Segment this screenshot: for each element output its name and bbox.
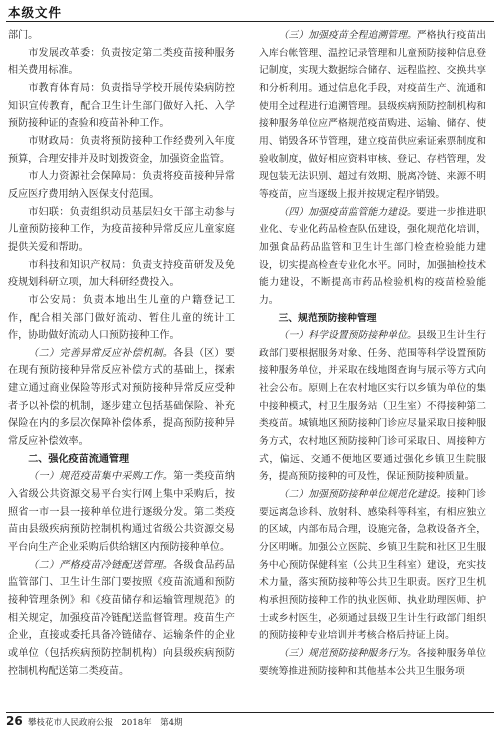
paragraph-body: 各级食品药品监管部门、卫生计生部门要按照《疫苗流通和预防接种管理条例》和《疫苗储存和运输管理规范》的相关规定，加强疫苗冷链配送监督管理。疫苗生产企业，直接或委托具备冷链储存、运输条件的企业或单位（包括疾病预防控制机构）向县级疾病预防控制机构配送第二类疫苗。 [8, 559, 236, 677]
paragraph-body: 县级卫生计生行政部门要根据服务对象、任务、范围等科学设置预防接种服务单位，并采取在线地图查询与展示等方式向社会公布。原则上在农村地区实行以乡镇为单位的集中接种模式，村卫生服务站（卫生室）不得接种第二类疫苗。城镇地区预防接种门诊应尽量采取日接种服务方式，农村地区预防接种门诊可采取日、周接种方式，偏远、交通不便地区要通过强化乡镇卫生院服务，提高预防接种的可及性，保证预防接种质量。 [259, 330, 487, 483]
paragraph: 市人力资源社会保障局：负责将疫苗接种异常反应医疗费用纳入医保支付范围。 [8, 171, 235, 200]
paragraph-body: 要进一步推进职业化、专业化药品检查队伍建设，强化规范化培训，加强食品药品监管和卫生计生部门检查检验能力建设，切实提高检查专业化水平。同时，加强抽检技术能力建设，不断提高市药品检验机构的疫苗检验能力。 [259, 206, 487, 306]
paragraph: 市教育体育局：负责指导学校开展传染病防控知识宣传教育，配合卫生计生部门做好入托、入学预防接种证的查验和疫苗补种工作。 [8, 82, 235, 130]
paragraph [259, 645, 486, 680]
page-number: 26 [6, 714, 23, 728]
paragraph-lead: （一）科学设置预防接种单位。 [278, 330, 417, 342]
paragraph [259, 204, 486, 310]
paragraph-lead: （三）规范预防接种服务行为。 [278, 647, 417, 659]
paragraph [8, 345, 235, 451]
right-column [259, 27, 486, 680]
paragraph-body: 第一类疫苗纳入省级公共资源交易平台实行网上集中采购后，按照省一市一县一接种单位进行逐级分发。第二类疫苗由县级疾病预防控制机构通过省级公共资源交易平台向生产企业采购后供给辖区内预防接种单位。 [8, 471, 236, 554]
paragraph: 市妇联：负责组织动员基层妇女干部主动参与儿童预防接种工作，为疫苗接种异常反应儿童家庭提供关爱和帮助。 [8, 206, 235, 253]
paragraph [8, 557, 235, 681]
paragraph: 市财政局：负责将预防接种工作经费列入年度预算，合理安排并及时划拨资金，加强资金监管。 [8, 135, 235, 165]
paragraph-body: 接种门诊要远离急诊科、放射科、感染科等科室，有相应独立的区域，内部布局合理，设施完备，急救设备齐全，分区明晰。加强公立医院、乡镇卫生院和社区卫生服务中心预防保健科室（公共卫生科室）建设，充实技术力量，落实预防接种等公共卫生职责。医疗卫生机构承担预防接种工作的执业医师、执业助理医师、护士或乡村医生，必须通过县级卫生计生行政部门组织的预防接种专业培训并考核合格后持证上岗。 [259, 489, 487, 642]
left-column [8, 27, 235, 680]
paragraph: 市科技和知识产权局：负责支持疫苗研发及免疫规划科研立项，加大科研经费投入。 [8, 259, 235, 289]
paragraph-body: 各接种服务单位要统筹推进预防接种和其他基本公共卫生服务项 [259, 647, 487, 677]
paragraph [259, 486, 486, 645]
paragraph-body: 各县（区）要在现有预防接种异常反应补偿方式的基础上，探索建立通过商业保险等形式对预防接种异常反应受种者予以补偿的机制，逐步建立包括基础保险、补充保险在内的多层次保障补偿体系，提高预防接种异常反应补偿效率。 [8, 347, 236, 448]
paragraph-lead: （三）加强疫苗全程追溯管理。 [278, 30, 417, 41]
paragraph: 部门。 [8, 30, 39, 41]
section-heading: 三、规范预防接种管理 [278, 312, 377, 324]
paragraph [8, 468, 235, 556]
paragraph-lead: （二）完善异常反应补偿机制。 [28, 347, 174, 359]
paragraph: 市发展改革委：负责按定第二类疫苗接种服务相关费用标准。 [8, 47, 235, 77]
page-header [0, 0, 500, 22]
paragraph [259, 27, 486, 204]
paragraph-lead: （二）加强预防接种单位规范化建设。 [278, 489, 447, 501]
section-heading: 二、强化疫苗流通管理 [28, 453, 130, 465]
paragraph-body: 严格执行疫苗出入库台帐管理、温控记录管理和儿童预防接种信息登记制度，实现大数据综合储存、远程监控、交换共享和分析利用。通过信息化手段，对疫苗生产、流通和使用全过程进行追溯管理。县级疾病预防控制机构和接种服务单位应严格规范疫苗购进、运输、储存、使用、销毁各环节管理，建立疫苗供应索证索票制度和验收制度，做好相应资料审核、登记、存档管理，发现包装无法识别、超过有效期、脱离冷链、来源不明等疫苗，应当逐级上报并按规定程序销毁。 [259, 30, 487, 200]
paragraph [259, 327, 486, 486]
paragraph-lead: （一）规范疫苗集中采购工作。 [28, 471, 174, 483]
paragraph-lead: （四）加强疫苗监管能力建设。 [278, 206, 417, 218]
paragraph-lead: （二）严格疫苗冷链配送管理。 [28, 559, 174, 571]
section-title: 本级文件 [8, 5, 63, 20]
publication-info: 攀枝花市人民政府公报 2018年 第4期 [28, 718, 183, 728]
paragraph: 市公安局：负责本地出生儿童的户籍登记工作，配合相关部门做好流动、暂住儿童的统计工作，协助做好流动人口预防接种工作。 [8, 294, 235, 342]
page-footer [6, 712, 494, 729]
header-divider [6, 21, 494, 22]
